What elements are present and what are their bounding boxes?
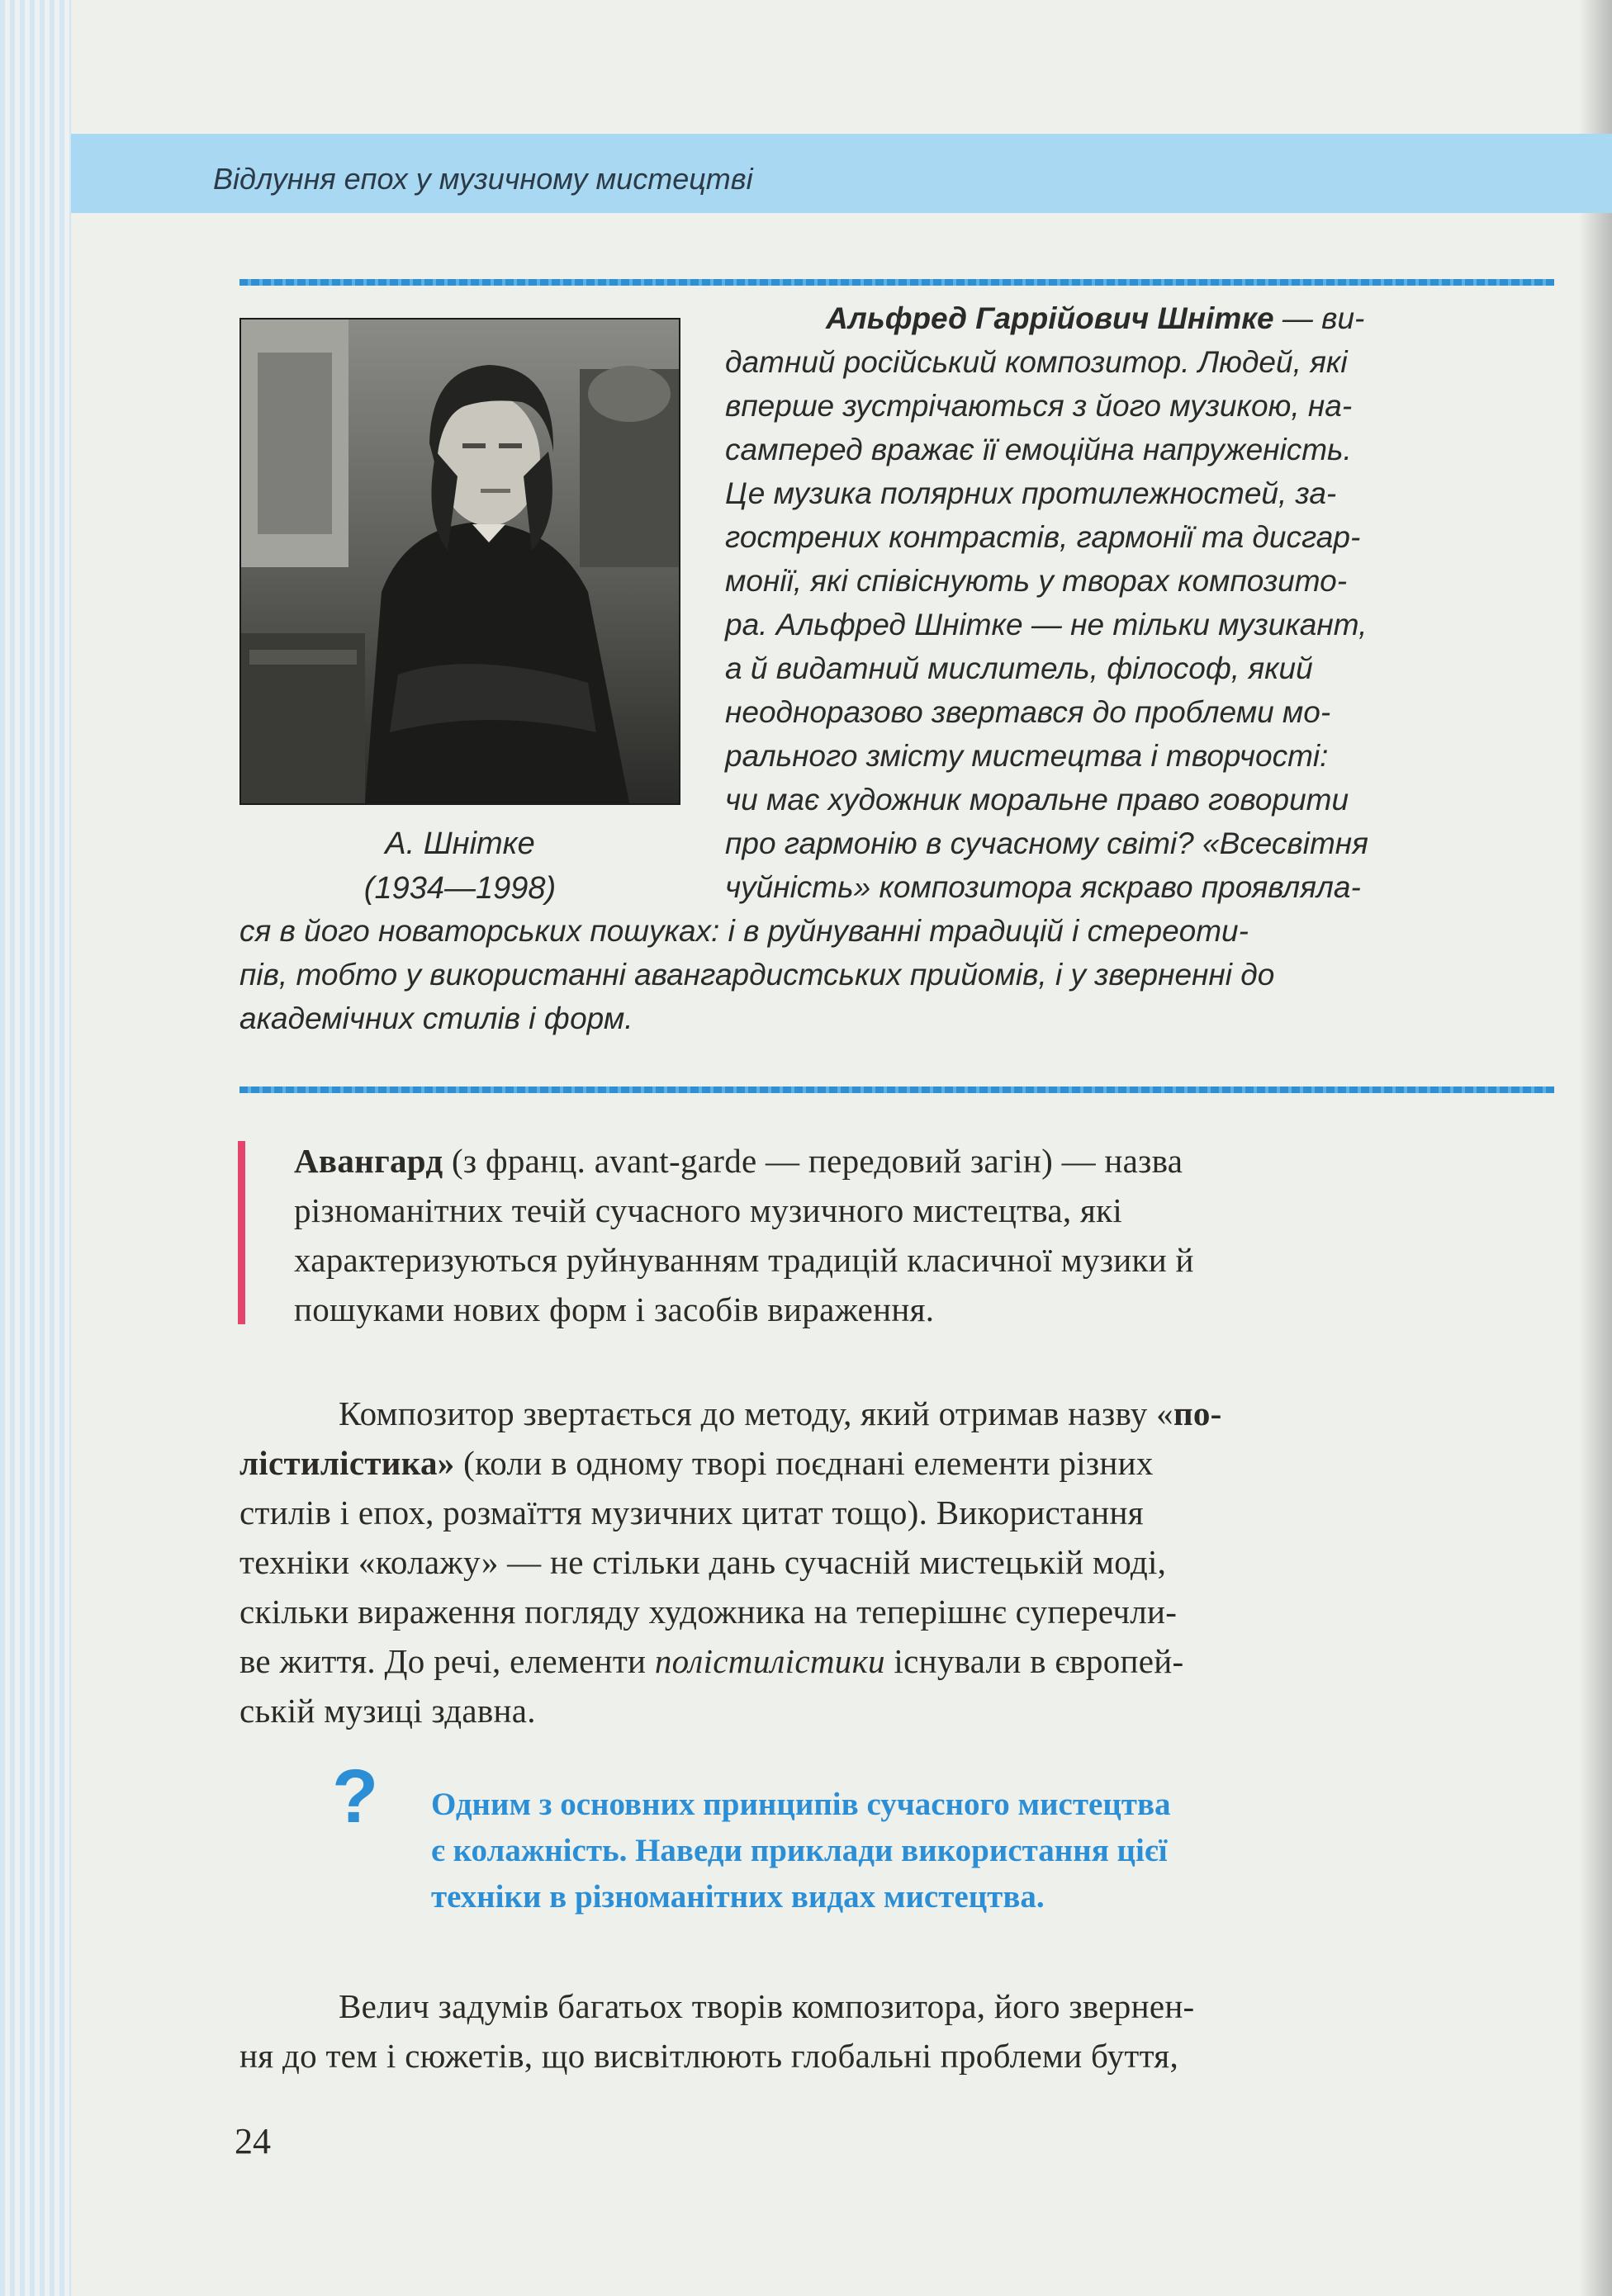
bio-line: датний російський композитор. Людей, які (725, 345, 1348, 379)
term-polystylistics-italic: полістилістики (654, 1642, 885, 1680)
bio-line: пів, тобто у використанні авангардистських прийомів, і у зверненні до (239, 958, 1275, 992)
term-polystylistics: по- (1173, 1394, 1222, 1432)
bio-line: неодноразово звертався до проблеми мо- (725, 695, 1331, 729)
bio-line: академічних стилів і форм. (239, 1001, 633, 1035)
bio-line: рального змісту мистецтва і творчості: (725, 739, 1329, 773)
bio-line: монії, які співіснують у творах композито- (725, 564, 1348, 598)
bio-line: чуйність» композитора яскраво проявляла- (725, 870, 1361, 904)
paragraph-text: (коли в одному творі поєднані елементи різних (454, 1444, 1154, 1482)
bio-name: Альфред Гаррійович Шнітке (826, 301, 1274, 335)
bio-line: самперед вражає її емоційна напруженість. (725, 433, 1352, 466)
bio-line: ра. Альфред Шнітке — не тільки музикант, (725, 608, 1368, 641)
paragraph-text: ве життя. До речі, елементи (239, 1642, 655, 1680)
portrait-caption-name: А. Шнітке (385, 826, 535, 861)
definition-line: різноманітних течій сучасного музичного мистецтва, які (294, 1191, 1123, 1229)
bio-line: ся в його новаторських пошуках: і в руйнуванні традицій і стереоти- (239, 914, 1249, 948)
bio-line: гострених контрастів, гармонії та дисгар- (725, 520, 1361, 554)
question-line: Одним з основних принципів сучасного мистецтва (431, 1787, 1171, 1822)
bio-line: Це музика полярних протилежностей, за- (725, 476, 1337, 510)
term-polystylistics: лістилістика» (239, 1444, 455, 1482)
paragraph-line: Велич задумів багатьох творів композитора, його звернен- (339, 1987, 1195, 2025)
definition-line (294, 1136, 1183, 1186)
bio-heading-tail: — ви- (1273, 301, 1365, 335)
binding-shadow (1579, 0, 1612, 2296)
definition-line: пошуками нових форм і засобів вираження. (294, 1290, 935, 1328)
bio-heading (826, 297, 1364, 340)
top-divider (239, 279, 1554, 286)
paragraph-line: техніки «колажу» — не стільки дань сучасній мистецькій моді, (239, 1543, 1167, 1581)
paragraph-line: ській музиці здавна. (239, 1692, 536, 1730)
definition-line: характеризуються руйнуванням традицій класичної музики й (294, 1241, 1194, 1279)
page-edge-stack (0, 0, 71, 2296)
question-line: техніки в різноманітних видах мистецтва. (431, 1879, 1045, 1915)
paragraph-line: стилів і епох, розмаїття музичних цитат тощо). Використання (239, 1494, 1144, 1531)
page-number: 24 (235, 2121, 271, 2161)
bio-line: а й видатний мислитель, філософ, який (725, 651, 1313, 685)
question-mark-icon: ? (332, 1754, 379, 1839)
paragraph-line (239, 1438, 1154, 1488)
definition-marker (238, 1141, 245, 1324)
bio-line: чи має художник моральне право говорити (725, 783, 1349, 817)
definition-line-rest: (з франц. avant-garde — передовий загін) — назва (443, 1142, 1183, 1180)
paragraph-line (239, 1636, 1183, 1686)
bio-line: про гармонію в сучасному світі? «Всесвітня (725, 826, 1368, 860)
portrait-caption-years: (1934—1998) (363, 871, 557, 906)
paragraph-line (339, 1389, 1222, 1438)
portrait-photo (239, 318, 680, 805)
paragraph-line: ня до тем і сюжетів, що висвітлюють глобальні проблеми буття, (239, 2037, 1179, 2075)
bottom-divider (239, 1086, 1554, 1093)
paragraph-text: Композитор звертається до методу, який отримав назву « (339, 1394, 1173, 1432)
definition-term: Авангард (294, 1142, 443, 1180)
chapter-title: Відлуння епох у музичному мистецтві (213, 162, 753, 196)
question-line: є колажність. Наведи приклади використання цієї (431, 1833, 1168, 1868)
bio-line: вперше зустрічаються з його музикою, на- (725, 389, 1353, 423)
paragraph-text: існували в європей- (884, 1642, 1184, 1680)
paragraph-line: скільки вираження погляду художника на теперішнє суперечли- (239, 1593, 1178, 1631)
